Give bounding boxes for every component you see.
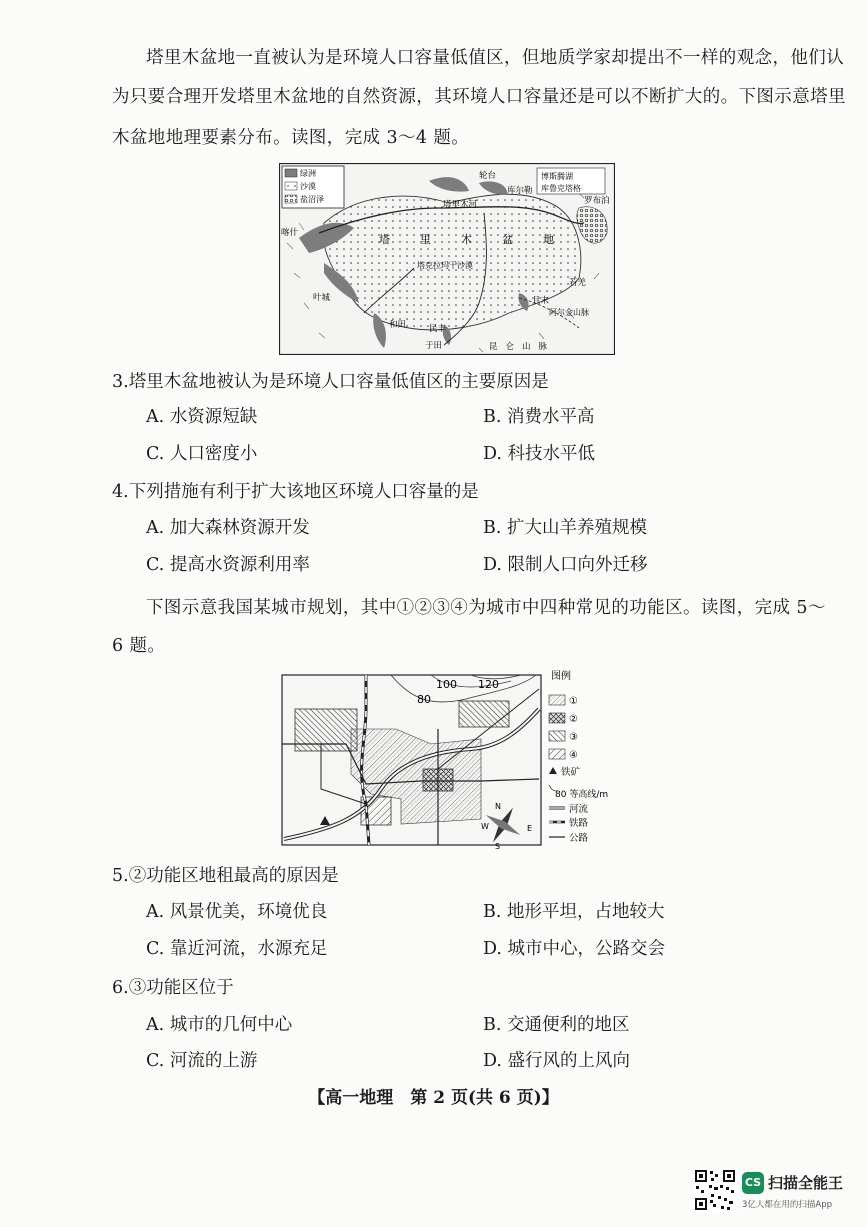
q5-option-d[interactable]: D. 城市中心，公路交会 — [483, 939, 666, 959]
label-kashgar: 喀什 — [281, 228, 299, 238]
q4-stem: 4.下列措施有利于扩大该地区环境人口容量的是 — [112, 482, 479, 502]
compass-s: S — [495, 842, 501, 851]
label-kunlun: 昆仑山脉 — [489, 342, 556, 352]
scanner-tagline: 3亿人都在用的扫描App — [742, 1200, 833, 1210]
legend-zone3: ③ — [569, 732, 578, 743]
contour-120: 120 — [478, 678, 499, 691]
camscanner-logo-icon: CS — [742, 1172, 764, 1194]
legend-oasis: 绿洲 — [300, 169, 316, 178]
intro1-line3: 木盆地地理要素分布。读图，完成 3～4 题。 — [112, 128, 470, 148]
label-luntai: 轮台 — [479, 171, 497, 181]
label-lop-nur: 罗布泊 — [584, 196, 610, 206]
label-basin: 塔里木盆地 — [379, 233, 584, 246]
label-taklamakan: 塔克拉玛干沙漠 — [417, 261, 473, 270]
q5-option-c[interactable]: C. 靠近河流，水源充足 — [146, 939, 328, 959]
label-ruoqiang: 若羌 — [569, 278, 587, 288]
q4-option-a[interactable]: A. 加大森林资源开发 — [146, 518, 310, 538]
legend-desert: 沙漠 — [300, 182, 316, 191]
q5-stem: 5.②功能区地租最高的原因是 — [112, 866, 339, 886]
q6-option-c[interactable]: C. 河流的上游 — [146, 1051, 258, 1071]
q4-option-d[interactable]: D. 限制人口向外迁移 — [483, 555, 648, 575]
compass-n: N — [495, 802, 501, 811]
label-altun: 阿尔金山脉 — [549, 308, 589, 317]
intro2-line1: 下图示意我国某城市规划，其中①②③④为城市中四种常见的功能区。读图，完成 5～ — [146, 598, 826, 618]
q3-option-c[interactable]: C. 人口密度小 — [146, 444, 258, 464]
intro1-line2: 为只要合理开发塔里木盆地的自然资源，其环境人口容量还是可以不断扩大的。下图示意塔里 — [112, 87, 846, 107]
compass-e: E — [527, 824, 533, 833]
legend-road: 公路 — [569, 833, 589, 844]
q6-option-a[interactable]: A. 城市的几何中心 — [146, 1015, 293, 1035]
label-korla: 库尔勒 — [507, 186, 533, 196]
legend-iron-ore: 铁矿 — [561, 767, 581, 778]
intro1-line1: 塔里木盆地一直被认为是环境人口容量低值区，但地质学家却提出不一样的观念，他们认 — [146, 48, 845, 68]
label-hotan: 和田 — [389, 320, 407, 330]
tarim-basin-map — [279, 163, 615, 355]
q5-option-b[interactable]: B. 地形平坦，占地较大 — [483, 902, 665, 922]
zone-3-nw — [295, 709, 357, 751]
q3-option-a[interactable]: A. 水资源短缺 — [146, 407, 258, 427]
legend-zone4: ④ — [569, 750, 578, 761]
legend-river: 河流 — [569, 804, 589, 815]
legend-contour: 80 等高线/m — [555, 790, 609, 800]
legend-title: 图例 — [551, 671, 571, 682]
scanner-name: 扫描全能王 — [768, 1174, 844, 1192]
scanner-watermark — [693, 1168, 863, 1220]
q6-option-d[interactable]: D. 盛行风的上风向 — [483, 1051, 631, 1071]
label-yutian: 于田 — [425, 341, 443, 351]
page-footer: 【高一地理 第 2 页(共 6 页)】 — [308, 1088, 559, 1108]
q3-option-d[interactable]: D. 科技水平低 — [483, 444, 596, 464]
q6-stem: 6.③功能区位于 — [112, 978, 234, 998]
label-bosten: 博斯腾湖 — [541, 172, 573, 181]
q6-option-b[interactable]: B. 交通便利的地区 — [483, 1015, 630, 1035]
label-kuruktag: 库鲁克塔格 — [541, 184, 581, 193]
label-tarim-river: 塔里木河 — [443, 200, 478, 210]
contour-80: 80 — [417, 693, 431, 706]
legend-salt-marsh: 盐沼泽 — [300, 195, 324, 204]
label-yecheng: 叶城 — [313, 293, 331, 303]
legend-zone1: ① — [569, 696, 578, 707]
label-qiemo: 且末 — [532, 296, 550, 306]
q5-option-a[interactable]: A. 风景优美，环境优良 — [146, 902, 328, 922]
q3-stem: 3.塔里木盆地被认为是环境人口容量低值区的主要原因是 — [112, 372, 549, 392]
legend-zone2: ② — [569, 714, 578, 725]
intro2-line2: 6 题。 — [112, 636, 166, 656]
q4-option-c[interactable]: C. 提高水资源利用率 — [146, 555, 310, 575]
label-minfeng: 民丰 — [429, 324, 447, 334]
legend-railway: 铁路 — [569, 818, 589, 829]
contour-100: 100 — [436, 678, 457, 691]
city-plan-map — [281, 669, 631, 851]
qr-code-icon — [693, 1168, 737, 1212]
compass-w: W — [481, 822, 489, 831]
q3-option-b[interactable]: B. 消费水平高 — [483, 407, 595, 427]
q4-option-b[interactable]: B. 扩大山羊养殖规模 — [483, 518, 647, 538]
zone-3-ne — [459, 701, 509, 727]
